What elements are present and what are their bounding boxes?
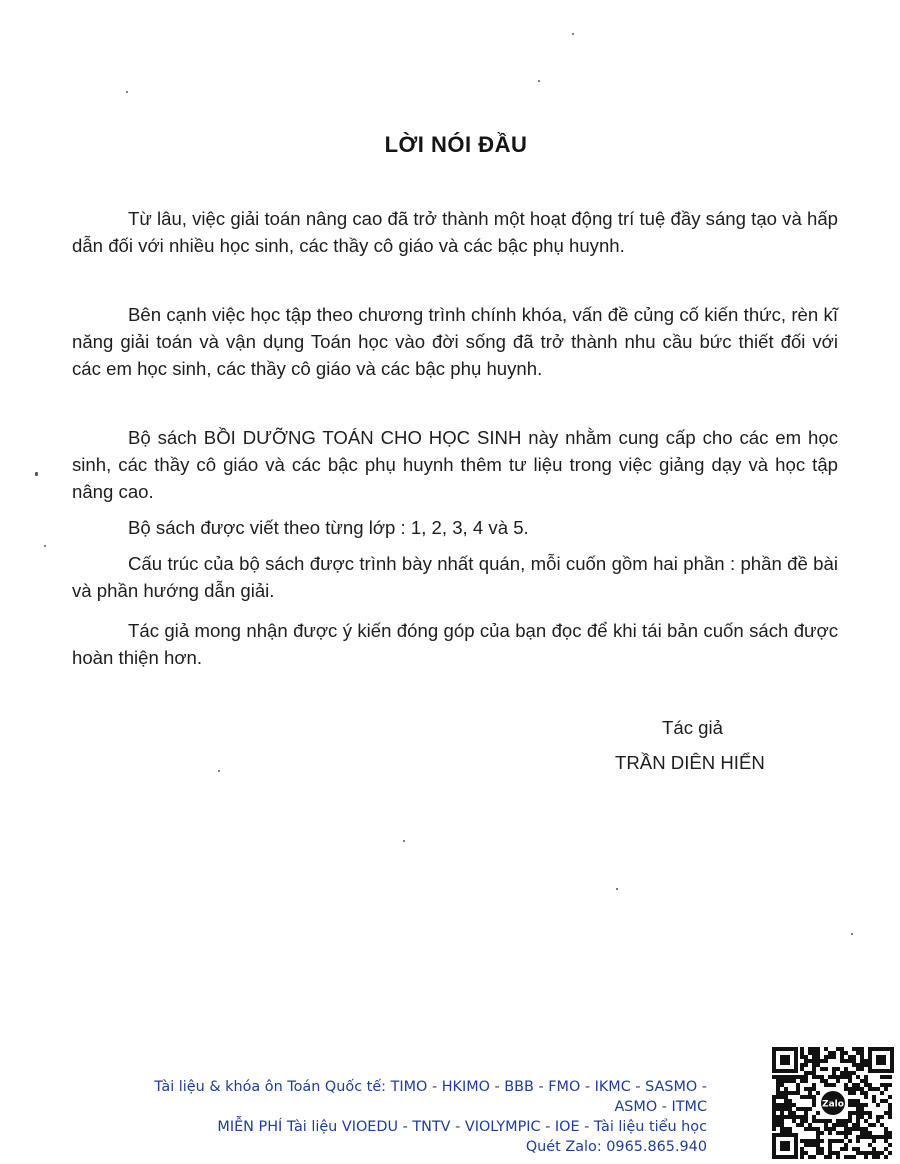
paragraph-purpose: Bộ sách BỒI DƯỠNG TOÁN CHO HỌC SINH này nhằm cung cấp cho các em học sinh, các thầy cô giáo và các bậc phụ huynh thêm tư liệu trong việc giảng dạy và học tập nâng cao. bbox=[72, 427, 838, 502]
paragraph-grades: Bộ sách được viết theo từng lớp : 1, 2, 3, 4 và 5. bbox=[128, 517, 529, 538]
scan-speck bbox=[572, 33, 574, 35]
paragraph-feedback: Tác giả mong nhận được ý kiến đóng góp của bạn đọc để khi tái bản cuốn sách được hoàn thiện hơn. bbox=[72, 620, 838, 668]
scan-speck bbox=[851, 933, 853, 935]
footer-line-1: Tài liệu & khóa ôn Toán Quốc tế: TIMO - HKIMO - BBB - FMO - IKMC - SASMO - bbox=[154, 1079, 707, 1095]
paragraph-context: Bên cạnh việc học tập theo chương trình chính khóa, vấn đề củng cố kiến thức, rèn kĩ năng giải toán và vận dụng Toán học vào đời sống đã trở thành nhu cầu bức thiết đối với các em học sinh, các thầy cô giáo và các bậc phụ huynh. bbox=[72, 304, 838, 379]
footer-promo bbox=[7, 1077, 707, 1157]
zalo-badge-label: Zalo bbox=[822, 1099, 844, 1110]
scan-speck bbox=[403, 840, 405, 842]
scan-speck bbox=[616, 888, 618, 890]
paragraph-structure: Cấu trúc của bộ sách được trình bày nhất quán, mỗi cuốn gồm hai phần : phần đề bài và phần hướng dẫn giải. bbox=[72, 553, 838, 601]
signature-name: TRẦN DIÊN HIỂN bbox=[615, 752, 765, 773]
signature-role: Tác giả bbox=[662, 717, 723, 738]
page-title: LỜI NÓI ĐẦU bbox=[384, 132, 528, 157]
footer-line-3: MIỄN PHÍ Tài liệu VIOEDU - TNTV - VIOLYMPIC - IOE - Tài liệu tiểu học bbox=[217, 1119, 707, 1135]
zalo-qr-code[interactable] bbox=[772, 1047, 894, 1159]
scan-speck bbox=[538, 80, 540, 82]
scan-speck bbox=[218, 770, 220, 772]
paragraph-intro: Từ lâu, việc giải toán nâng cao đã trở thành một hoạt động trí tuệ đầy sáng tạo và hấp dẫn đối với nhiều học sinh, các thầy cô giáo và các bậc phụ huynh. bbox=[72, 208, 838, 256]
footer-line-4: Quét Zalo: 0965.865.940 bbox=[525, 1139, 707, 1155]
scan-speck bbox=[35, 472, 38, 476]
scan-speck bbox=[44, 545, 46, 547]
qr-code-icon bbox=[772, 1047, 894, 1159]
footer-line-2: ASMO - ITMC bbox=[614, 1099, 707, 1115]
scan-speck bbox=[126, 91, 128, 93]
